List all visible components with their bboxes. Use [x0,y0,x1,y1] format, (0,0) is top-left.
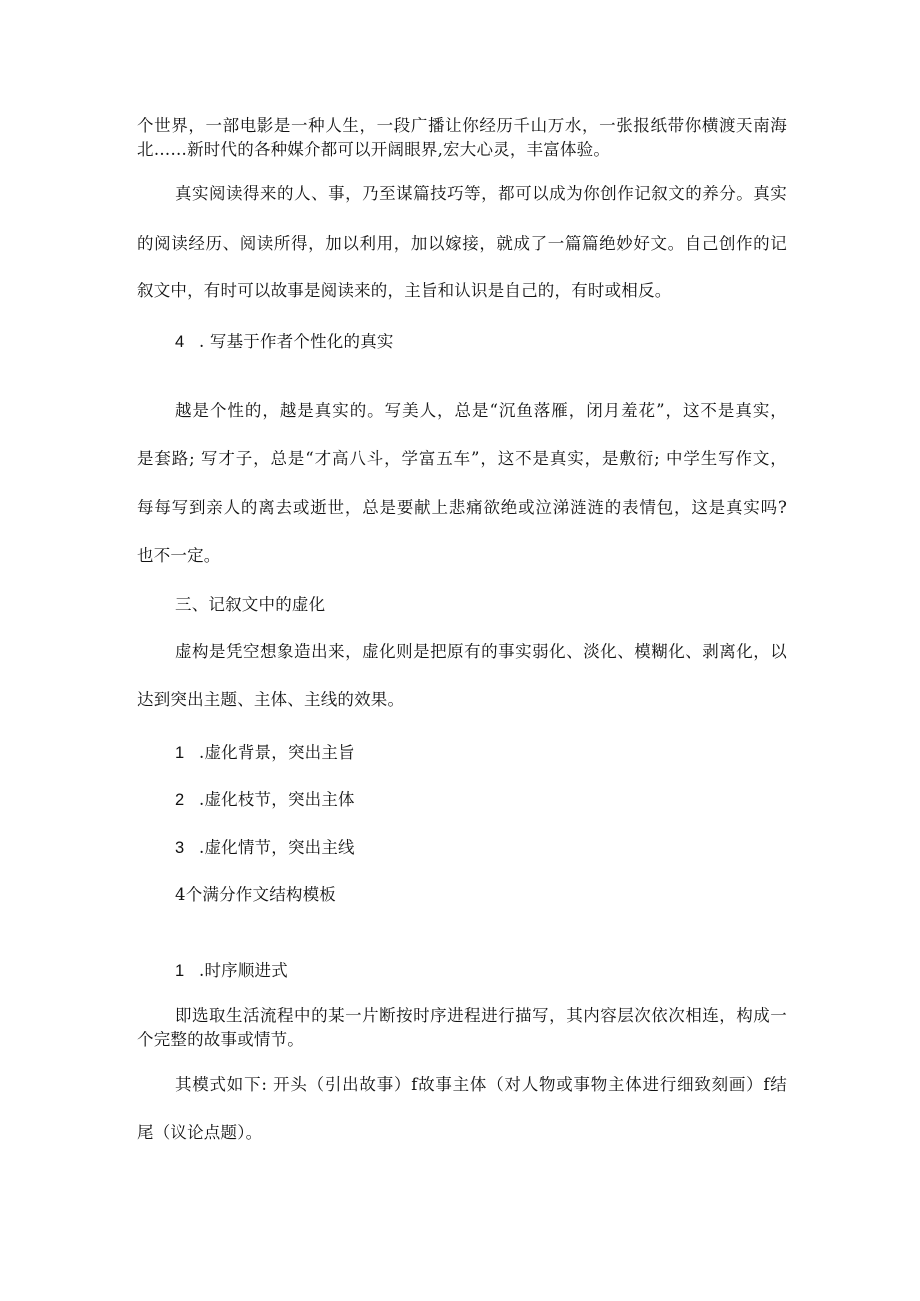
paragraph-6-line-2: 尾（议论点题）。 [137,1123,263,1142]
paragraph-6-line-1: 其模式如下: 开头（引出故事）f故事主体（对人物或事物主体进行细致刻画）f结 [175,1075,787,1094]
paragraph-4-line-1: 虚构是凭空想象造出来，虚化则是把原有的事实弱化、淡化、模糊化、剥离化，以 [175,642,787,661]
paragraph-3-line-3: 每每写到亲人的离去或逝世，总是要献上悲痛欲绝或泣涕涟涟的表情包，这是真实吗? [137,498,787,517]
paragraph-1-line-1: 个世界，一部电影是一种人生，一段广播让你经历千山万水，一张报纸带你横渡天南海 [137,116,787,135]
paragraph-3-line-2: 是套路; 写才子，总是“才高八斗，学富五车”，这不是真实，是敷衍; 中学生写作文， [137,449,787,468]
list-item-1-number: 1 [175,744,185,762]
template-heading: 4个满分作文结构模板 [175,885,336,904]
heading-4 [175,331,787,353]
paragraph-5-line-1: 即选取生活流程中的某一片断按时序进程进行描写，其内容层次依次相连，构成一 [175,1006,787,1025]
paragraph-2-line-1: 真实阅读得来的人、事，乃至谋篇技巧等，都可以成为你创作记叙文的养分。真实 [175,184,787,203]
list-item-1-text: .虚化背景，突出主旨 [199,743,355,762]
paragraph-3-line-4: 也不一定。 [137,546,221,565]
paragraph-2-line-3: 叙文中，有时可以故事是阅读来的，主旨和认识是自己的，有时或相反。 [137,281,672,300]
heading-4-text: . 写基于作者个性化的真实 [199,332,394,351]
list-item-3-text: .虚化情节，突出主线 [199,838,355,857]
paragraph-4-line-2: 达到突出主题、主体、主线的效果。 [137,690,405,709]
sub-heading-1 [175,960,787,982]
paragraph-1-line-2: 北……新时代的各种媒介都可以开阔眼界,宏大心灵，丰富体验。 [137,140,611,159]
list-item-3 [175,837,787,859]
paragraph-2-line-2: 的阅读经历、阅读所得，加以利用，加以嫁接，就成了一篇篇绝妙好文。自己创作的记 [137,234,787,253]
section-3-heading: 三、记叙文中的虚化 [175,595,326,614]
list-item-2 [175,789,787,811]
paragraph-3-line-1: 越是个性的，越是真实的。写美人，总是“沉鱼落雁，闭月羞花”，这不是真实， [175,401,787,420]
list-item-2-number: 2 [175,791,185,809]
list-item-2-text: .虚化枝节，突出主体 [199,790,355,809]
list-item-3-number: 3 [175,839,185,857]
paragraph-5-line-2: 个完整的故事或情节。 [137,1030,304,1049]
sub-heading-1-text: .时序顺进式 [199,961,288,980]
sub-heading-1-number: 1 [175,962,185,980]
heading-4-number: 4 [175,333,185,351]
list-item-1 [175,742,787,764]
